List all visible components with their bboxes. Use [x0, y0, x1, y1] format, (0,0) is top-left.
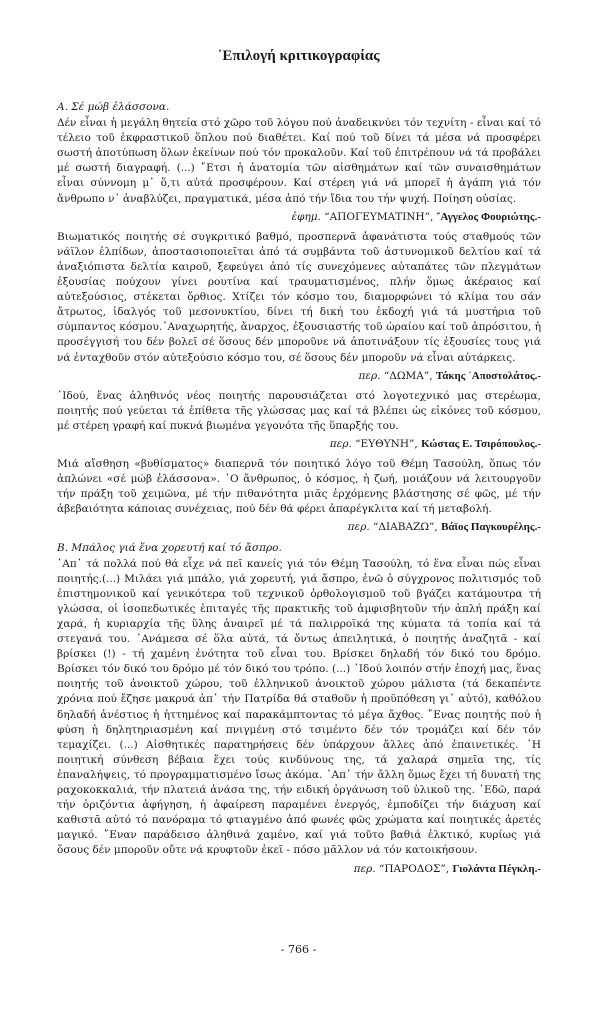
- source-name: “ΠΑΡΟΔΟΣ”,: [379, 862, 450, 875]
- review-body: [57, 100, 541, 882]
- review-author: Τάκης ᾿Αποστολάτος.-: [435, 369, 541, 382]
- review-author: ῎Αγγελος Φουριώτης.-: [436, 210, 541, 223]
- review-text: Βιωματικός ποιητής σέ συγκριτικό βαθμό, προσπερνᾶ ἀφανάτιστα τούς σταθμούς τῶν νάϊλον ἐλπίδων, ἀποστασιοποιεῖται ἀπό τά συμβάντα τοῦ ἀστυνομικοῦ δελτίου καί τά ἀναξιόπιστα δελτία καιροῦ, ξεφεύγει ἀπό τίς συνεχόμενες αὐταπάτες τῶν πλεγμάτων ἐξουσίας πούχουν γίνει ρουτίνα καί τραυματισμένος, πλήν ὅμως ἀκέραιος καί αὐτεξούσιος, στέκεται ὄρθιος. Χτίζει τόν κόσμο του, διαμορφώνει τό κλίμα του σάν ἄτρωτος, ἰδαλγός τοῦ μεσονυκτίου, δίνει τή δική του ἐκδοχή γιά τά μυστήρια τοῦ σύμπαντος κόσμου.᾿Αναχωρητής, ἄναρχος, ἐξουσιαστής τοῦ ὡραίου καί τοῦ ἀπρόσιτου, ἡ προσέγγισή του δέν βολεῖ σέ ὅσους δέν μποροῦνε νά ἀποτινάξουν τίς ἐξουσίες τους γιά νά ἐνταχθοῦν στόν αὐτεξούσιο κόσμο του, σέ ὅσους δέν μποροῦν νά εἶναι αὐτάρκεις.: [57, 230, 541, 364]
- source-prefix: περ.: [347, 521, 370, 534]
- review-author: Κώστας Ε. Τσιρόπουλος.-: [421, 437, 541, 450]
- review-citation: [57, 210, 541, 225]
- review-text: ῾Απ᾿ τά πολλά πού θά εἶχε νά πεῖ κανείς γιά τόν Θέμη Τασούλη, τό ἕνα εἶναι πώς εἶναι ποιητής.(...) Μιλάει γιά μπάλο, γιά χορευτή, γιά ἄσπρο, ἐνῶ ὁ σύγχρονος πολιτισμός τοῦ ἐπιστημονικοῦ καί γενικότερα τοῦ τεχνικοῦ ὀρθολογισμοῦ τοῦ βγάζει κατάμουτρα τή γλώσσα, οἱ ἰσοπεδωτικές ἐπιταγές τῆς πρακτικῆς τοῦ ἀμφισβητοῦν τήν ἁπλή πράξη καί χαρά, ἡ κυριαρχία τῆς ὕλης ἀναιρεῖ μέ τά παλιρροϊκά της κύματα τά τοπία καί τά στεγανά του. ᾿Ανάμεσα σέ ὅλα αὐτά, τά ὄντως ἀπειλητικά, ὁ ποιητής ἀναζητᾶ - καί βρίσκει (!) - τή χαμένη ἑνότητα τοῦ εἶναι του. Βρίσκει δηλαδή τόν δικό του δρόμο. Βρίσκει τόν δικό του δρόμο μέ τόν δικό του τρόπο. (...) ᾿Ιδού λοιπόν στήν ἐποχή μας, ἕνας ποιητής τοῦ ἀνοικτοῦ χώρου, τοῦ ἑλληνικοῦ ἀνοικτοῦ χώρου μάλιστα (τά δεκαπέντε χρόνια πού ἔζησε μακρυά ἀπ᾿ τήν Πατρίδα θά σταθοῦν ἡ προϋπόθεση γι᾿ αὐτό), καθόλου δηλαδή ἀνέστιος ἡ ἡττημένος καί παρακάμπτοντας τό μέγα ἄχθος. ῎Ενας ποιητής πού ἡ φύση ἡ δηλητηριασμένη καί πνιγμένη στό τσιμέντο δέν τόν τρομάζει καί δέν τόν τεμαχίζει. (...) Αἰσθητικές παρατηρήσεις δέν ὑπάρχουν ἄλλες ἀπό ἐπαινετικές. ῾Η ποιητική σύνθεση βέβαια ἔχει τούς κινδύνους της, τά χαλαρά σημεῖα της, τίς ἐπαναλήψεις, τό προγραμματισμένο ἴσως ἀκόμα. ᾿Απ᾿ τήν ἄλλη ὅμως ἔχει τή δυνατή της ραχοκοκκαλιά, τήν πλατειά ἀνάσα της, τήν ειδική ὀργάνωση τοῦ ὑλικοῦ της. ᾿Εδῶ, παρά τήν ὁριζόντια ἀφήγηση, ἡ ἀφαίρεση παραμένει ἐνεργός, ἐμποδίζει τήν διάχυση καί καθιστᾶ αὐτό τό πανόραμα τό φτιαγμένο ἀπό φωνές φῶς χρώματα καί ποιητικές ἀρετές μαγικό. ῎Εναν παράδεισο ἀληθινά χαμένο, καί γιά τοῦτο βαθιά ἑλκτικό, κυρίως γιά ὅσους δέν μποροῦν οὔτε νά κρυφτοῦν ἐκεῖ - πόσο μᾶλλον νά τόν κατοικήσουν.: [57, 557, 541, 857]
- section-heading: Α. Σέ μώβ ἐλάσσονα.: [57, 101, 170, 113]
- source-prefix: ἐφημ.: [291, 210, 321, 223]
- review-citation: [57, 520, 541, 535]
- source-name: “ΔΙΑΒΑΖΩ”,: [373, 521, 438, 534]
- review-text: ᾿Ιδού, ἕνας ἀληθινός νέος ποιητής παρουσιάζεται στό λογοτεχνικό μας στερέωμα, ποιητής πού γεύεται τά ἐπίθετα τῆς γλώσσας μας καί τά βλέπει ὡς εἰκόνες τοῦ κόσμου, μέ στέρεη γραφή καί πυκνά βιωμένα γεγονότα τῆς ὕπαρξής του.: [57, 389, 541, 432]
- review-citation: [57, 369, 541, 384]
- source-name: “ΑΠΟΓΕΥΜΑΤΙΝΗ”,: [324, 210, 434, 223]
- review-text: Δέν εἶναι ἡ μεγάλη θητεία στό χῶρο τοῦ λόγου πού ἀναδεικνύει τόν τεχνίτη - εἶναι καί τό τέλειο τοῦ ἐκφραστικοῦ ὅπλου πού διαθέτει. Καί πού τοῦ δίνει τά μέσα νά προσφέρει σωστή ἀποτύπωση ὅλων ἐκείνων πού τόν προκαλοῦν. Καί τοῦ ἐπιτρέπουν νά τά προβάλει μέ σωστή διαγραφή. (...) ῎Ετσι ἡ ἀνατομία τῶν αἰσθημάτων καί τῶν συναισθημάτων εἶναι σύννομη μ᾿ ὅ,τι αὐτά προσφέρουν. Καί στέρεη γιά νά μπορεῖ ἡ ἀγάπη γιά τόν ἄνθρωπο ν᾿ ἀναβλύζει, πραγματικά, μέσα ἀπό τήν ἴδια του τήν ψυχή. Ποίηση οὐσίας.: [57, 117, 541, 205]
- source-prefix: περ.: [358, 369, 381, 382]
- source-name: “ΕΥΘΥΝΗ”,: [355, 437, 418, 450]
- review-citation: [57, 862, 541, 877]
- review-author: Βάϊος Παγκουρέλης.-: [441, 521, 541, 534]
- page-title: ᾿Επιλογή κριτικογραφίας: [217, 48, 380, 64]
- source-prefix: περ.: [329, 437, 352, 450]
- review-author: Γιολάντα Πέγκλη.-: [452, 862, 541, 875]
- source-name: “ΔΩΜΑ”,: [383, 369, 433, 382]
- section-heading: Β. Μπάλος γιά ἕνα χορευτή καί τό ἄσπρο.: [57, 541, 282, 554]
- review-citation: [57, 437, 541, 452]
- review-text: Μιά αἴσθηση «βυθίσματος» διαπερνᾶ τόν ποιητικό λόγο τοῦ Θέμη Τασούλη, ὅπως τόν ἁπλώνει «σέ μώβ ἐλάσσονα». ᾿Ο ἄνθρωπος, ὁ κόσμος, ἡ ζωή, μοιάζουν νά λειτουργοῦν τήν πράξη τοῦ χειμῶνα, μέ τήν πιθανότητα μιᾶς ἐρχόμενης βλάστησης σέ φῶς, μέ τήν ἀβεβαιότητα κάποιας συνέχειας, πού δέν θά φέρει ἀπαρέγκλιτα καί τή μεταβολή.: [57, 458, 541, 516]
- source-prefix: περ.: [353, 862, 376, 875]
- page-number: - 766 -: [280, 943, 317, 956]
